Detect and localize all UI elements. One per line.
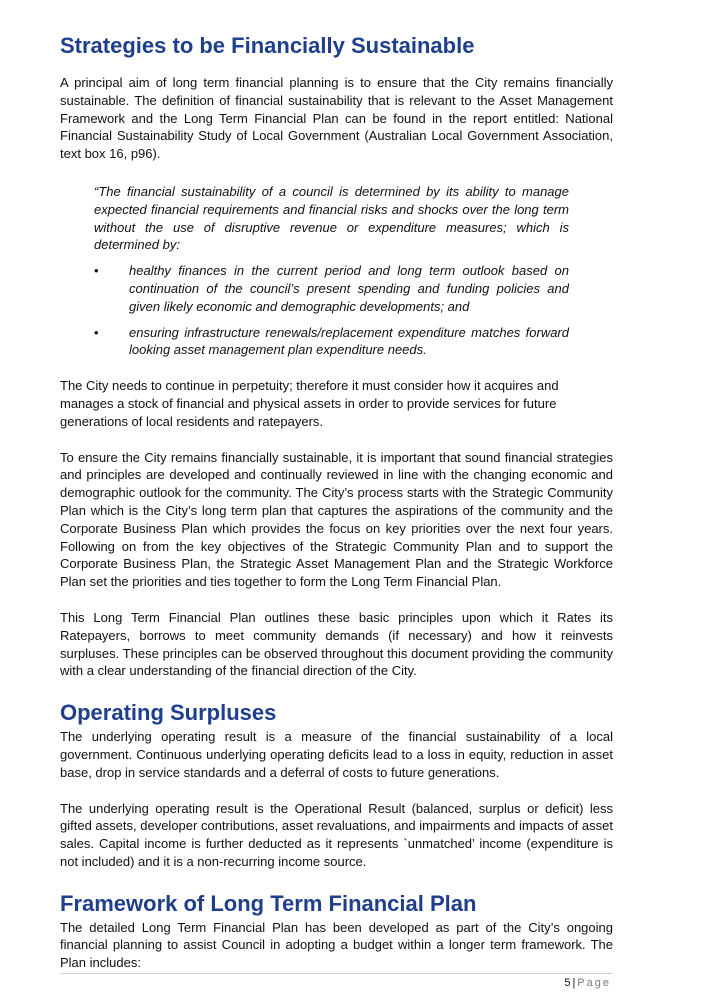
page-footer — [60, 973, 613, 994]
quote-bullet-list — [94, 262, 569, 359]
page-content — [60, 30, 613, 972]
paragraph-ensure-sustainable: To ensure the City remains financially sustainable, it is important that sound financial strategies and principles are developed and continually reviewed in line with the changing economic and demographic outlook for the community. The City’s process starts with the Strategic Community Plan which is the City’s long term plan that captures the aspirations of the community and the Corporate Business Plan which provides the focus on key priorities over the next four years. Following on from the key objectives of the Strategic Community Plan and to support the Corporate Business Plan, the Strategic Asset Management Plan and the Strategic Workforce Plan set the priorities and ties together to form the Long Term Financial Plan. — [60, 449, 613, 590]
page-word: Page — [577, 977, 611, 989]
quote-bullet-text: healthy finances in the current period and long term outlook based on continuation of the council’s present spending and funding policies and given likely economic and demographic developments; and — [129, 263, 569, 314]
quote-bullet-item — [94, 262, 569, 315]
quote-bullet-text: ensuring infrastructure renewals/replacement expenditure matches forward looking asset management plan expenditure needs. — [129, 324, 569, 358]
paragraph-perpetuity: The City needs to continue in perpetuity; therefore it must consider how it acquires and manages a stock of financial and physical assets in order to provide services for future generations of local residents and ratepayers. — [60, 378, 559, 429]
paragraph-underlying-result: The underlying operating result is the Operational Result (balanced, surplus or deficit) less gifted assets, developer contributions, asset revaluations, and impairments and impacts of asset sales. Capital income is further deducted as it represents `unmatched’ income (expenditure is not included) and it is a non-recurring income source. — [60, 800, 613, 869]
page-number: 5 — [564, 977, 571, 989]
paragraph-basic-principles: This Long Term Financial Plan outlines these basic principles upon which it Rates its Ratepayers, borrows to meet community demands (if necessary) and how it reinvests surpluses. These principles can be observed throughout this document providing the community with a clear understanding of the financial direction of the City. — [60, 609, 613, 679]
paragraph-framework-detail: The detailed Long Term Financial Plan has been developed as part of the City’s ongoing financial planning to assist Council in adopting a budget within a longer term framework. The Plan includes: — [60, 919, 613, 971]
paragraph-underlying-measure: The underlying operating result is a measure of the financial sustainability of a local government. Continuous underlying operating deficits lead to a loss in equity, reduction in asset base, drop in service standards and a deferral of costs to future generations. — [60, 729, 613, 780]
quote-intro: “The financial sustainability of a council is determined by its ability to manage expected financial requirements and financial risks and shocks over the long term without the use of disruptive revenue or expenditure measures; which is determined by: — [94, 183, 569, 253]
bullet-icon: • — [94, 263, 99, 279]
page-number-label — [564, 977, 611, 989]
quote-bullet-item — [94, 324, 569, 360]
paragraph-principal-aim: A principal aim of long term financial planning is to ensure that the City remains financially sustainable. The definition of financial sustainability that is relevant to the Asset Management Framework and the Long Term Financial Plan can be found in the report entitled: National Financial Sustainability Study of Local Government (Australian Local Government Association, text box 16, p96). — [60, 75, 613, 162]
heading-strategies: Strategies to be Financially Sustainable — [60, 33, 475, 58]
quote-block — [94, 183, 569, 359]
heading-operating-surpluses: Operating Surpluses — [60, 700, 277, 726]
heading-framework: Framework of Long Term Financial Plan — [60, 890, 477, 916]
bullet-icon: • — [94, 324, 99, 340]
page-separator: | — [572, 977, 576, 989]
